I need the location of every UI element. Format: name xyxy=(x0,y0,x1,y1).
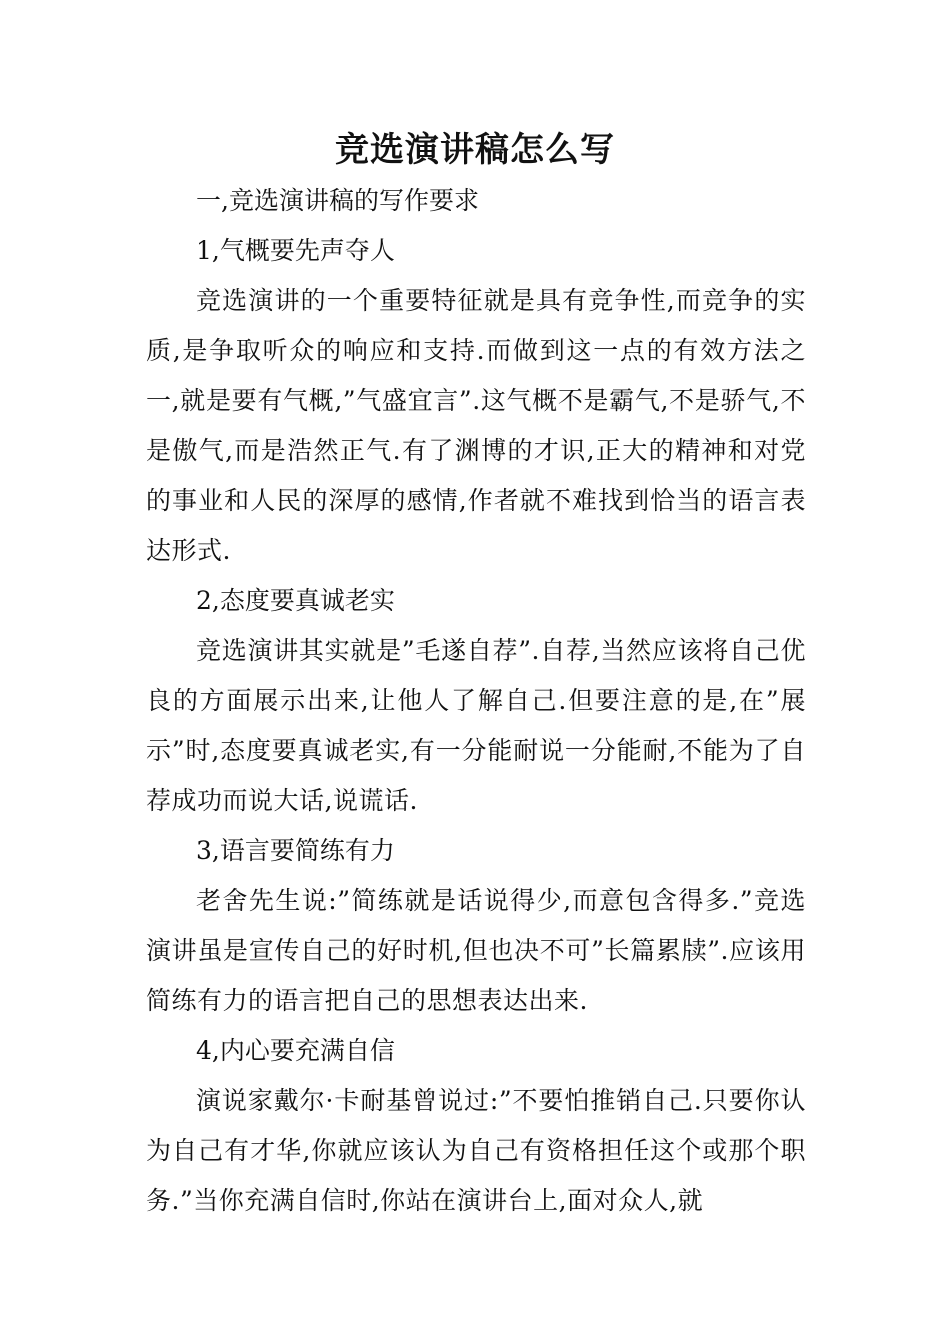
paragraph-2: 竞选演讲其实就是”毛遂自荐”.自荐,当然应该将自己优良的方面展示出来,让他人了解自己.但要注意的是,在”展示”时,态度要真诚老实,有一分能耐说一分能耐,不能为了自荐成功而说大话,说谎话. xyxy=(146,636,806,815)
document-body xyxy=(146,176,806,1226)
subheading-3: 3,语言要简练有力 xyxy=(196,836,395,865)
document-title: 竞选演讲稿怎么写 xyxy=(335,130,615,170)
section-heading-main: 一,竞选演讲稿的写作要求 xyxy=(196,186,479,215)
subheading-2: 2,态度要真诚老实 xyxy=(196,586,395,615)
paragraph-4: 演说家戴尔·卡耐基曾说过:”不要怕推销自己.只要你认为自己有才华,你就应该认为自己有资格担任这个或那个职务.”当你充满自信时,你站在演讲台上,面对众人,就 xyxy=(146,1086,806,1215)
paragraph-1: 竞选演讲的一个重要特征就是具有竞争性,而竞争的实质,是争取听众的响应和支持.而做到这一点的有效方法之一,就是要有气概,”气盛宜言”.这气概不是霸气,不是骄气,不是傲气,而是浩然正气.有了渊博的才识,正大的精神和对党的事业和人民的深厚的感情,作者就不难找到恰当的语言表达形式. xyxy=(146,286,806,565)
paragraph-3: 老舍先生说:”简练就是话说得少,而意包含得多.”竞选演讲虽是宣传自己的好时机,但也决不可”长篇累牍”.应该用简练有力的语言把自己的思想表达出来. xyxy=(146,886,806,1015)
subheading-1: 1,气概要先声夺人 xyxy=(196,236,395,265)
subheading-4: 4,内心要充满自信 xyxy=(196,1036,395,1065)
